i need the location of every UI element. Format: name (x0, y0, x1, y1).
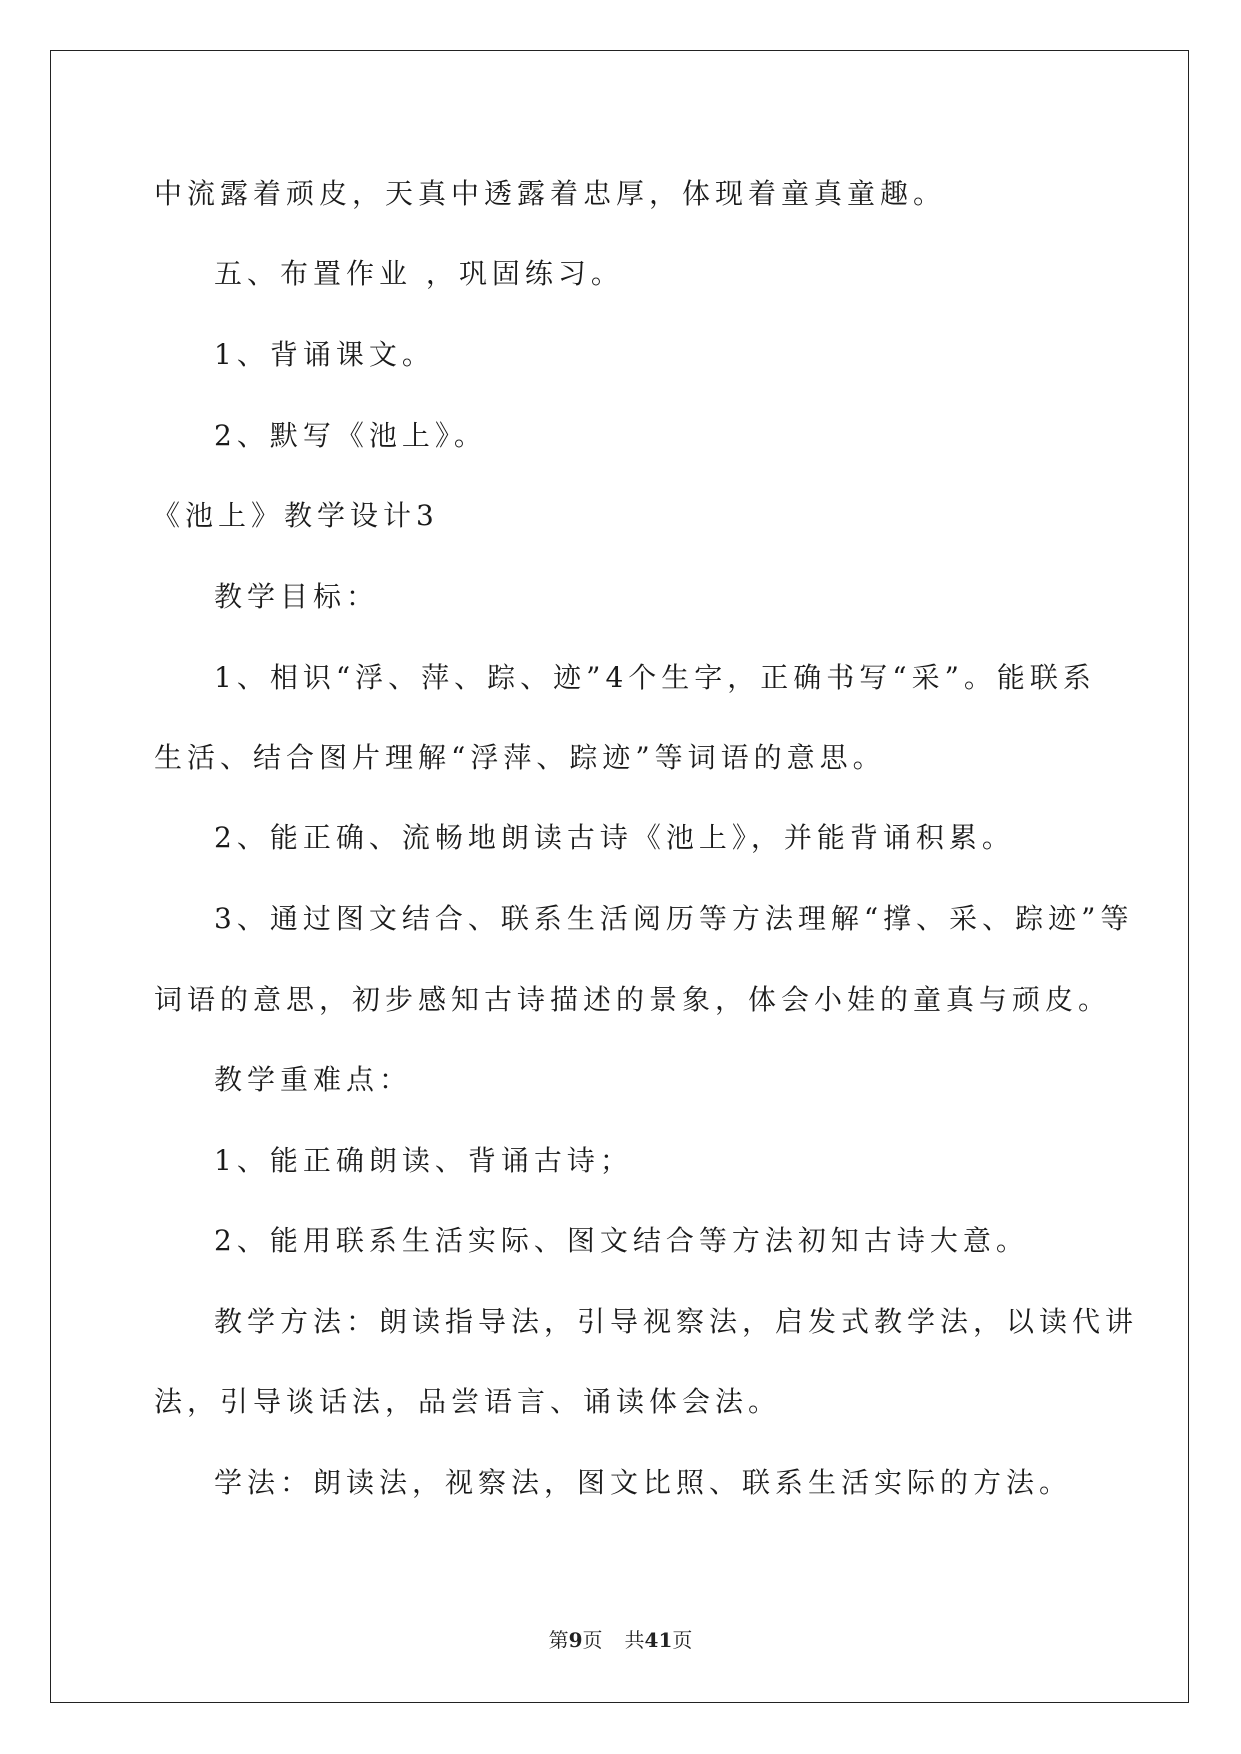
current-page-number: 9 (568, 1628, 583, 1652)
section-heading: 教学重难点： (214, 1063, 413, 1096)
paragraph-line: 中流露着顽皮，天真中透露着忠厚，体现着童真童趣。 (154, 177, 947, 210)
document-title: 《池上》教学设计3 (152, 499, 439, 532)
list-item: 1、能正确朗读、背诵古诗； (214, 1144, 633, 1177)
paragraph-line: 词语的意思，初步感知古诗描述的景象，体会小娃的童真与顽皮。 (154, 983, 1112, 1016)
list-item: 1、背诵课文。 (214, 338, 435, 371)
footer-page-suffix: 页 (582, 1628, 603, 1652)
list-item: 2、默写《池上》。 (214, 419, 487, 452)
page-footer (0, 1628, 1241, 1652)
section-heading: 教学目标： (214, 580, 380, 613)
paragraph-line: 生活、结合图片理解“浮萍、踪迹”等词语的意思。 (154, 741, 886, 774)
footer-total-suffix: 页 (672, 1628, 693, 1652)
paragraph-line: 法，引导谈话法，品尝语言、诵读体会法。 (154, 1385, 782, 1418)
footer-prefix: 第 (548, 1628, 569, 1652)
list-item: 1、相识“浮、萍、踪、迹”4个生字，正确书写“采”。能联系 (214, 661, 1096, 694)
page-border (50, 50, 1189, 1703)
paragraph-line: 教学方法：朗读指导法，引导视察法，启发式教学法，以读代讲 (214, 1305, 1139, 1338)
list-item: 2、能正确、流畅地朗读古诗《池上》，并能背诵积累。 (214, 821, 1015, 854)
footer-total-prefix: 共 (624, 1628, 645, 1652)
total-page-count: 41 (644, 1628, 673, 1652)
list-item: 3、通过图文结合、联系生活阅历等方法理解“撑、采、踪迹”等 (214, 902, 1134, 935)
section-heading: 五、布置作业 ，巩固练习。 (214, 257, 624, 290)
paragraph-line: 学法：朗读法，视察法，图文比照、联系生活实际的方法。 (214, 1466, 1073, 1499)
list-item: 2、能用联系生活实际、图文结合等方法初知古诗大意。 (214, 1224, 1029, 1257)
